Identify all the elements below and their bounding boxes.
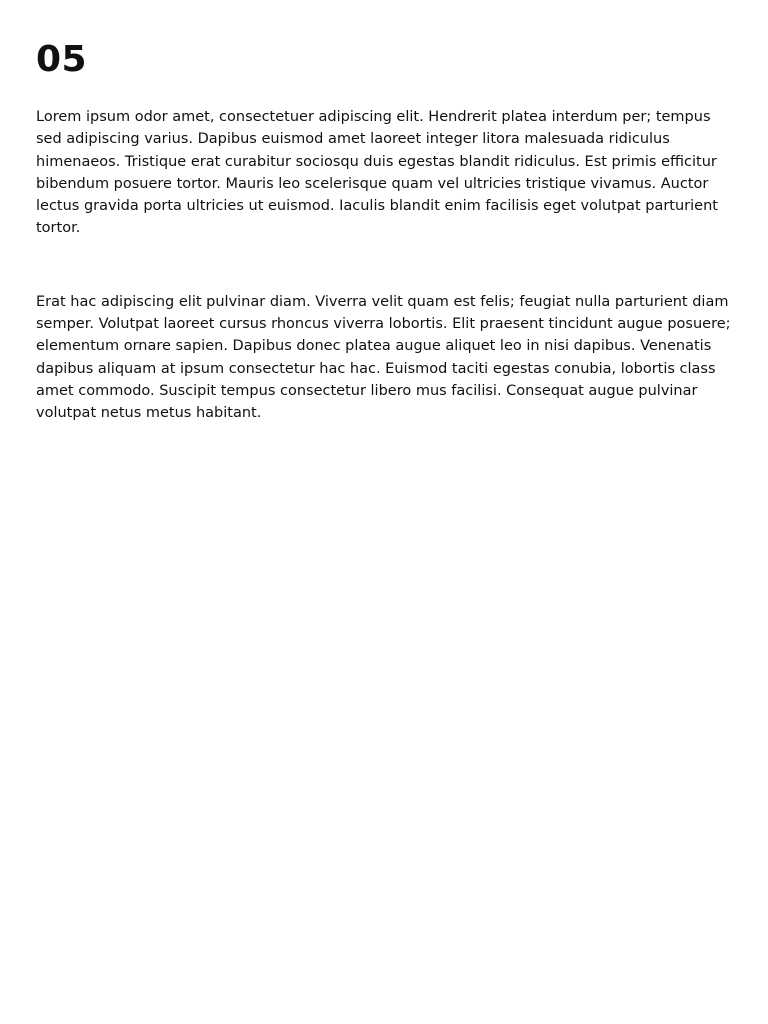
paragraph-2: Erat hac adipiscing elit pulvinar diam. Viverra velit quam est felis; feugiat nulla parturient diam semper. Volutpat laoreet cursus rhoncus viverra lobortis. Elit praesent tincidunt augue posuere; elementum ornare sapien. Dapibus donec platea augue aliquet leo in nisi dapibus. Venenatis dapibus aliquam at ipsum consectetur hac hac. Euismod taciti egestas conubia, lobortis class amet commodo. Suscipit tempus consectetur libero mus facilisi. Consequat augue pulvinar volutpat netus metus habitant. (36, 293, 731, 422)
page-heading: 05 (36, 39, 88, 80)
document-page (36, 38, 736, 425)
paragraph-1: Lorem ipsum odor amet, consectetuer adipiscing elit. Hendrerit platea interdum per; tempus sed adipiscing varius. Dapibus euismod amet laoreet integer litora malesuada ridiculus himenaeos. Tristique erat curabitur sociosqu duis egestas blandit ridiculus. Est primis efficitur bibendum posuere tortor. Mauris leo scelerisque quam vel ultricies tristique vivamus. Auctor lectus gravida porta ultricies ut euismod. Iaculis blandit enim facilisis eget volutpat parturient tortor. (36, 109, 718, 237)
